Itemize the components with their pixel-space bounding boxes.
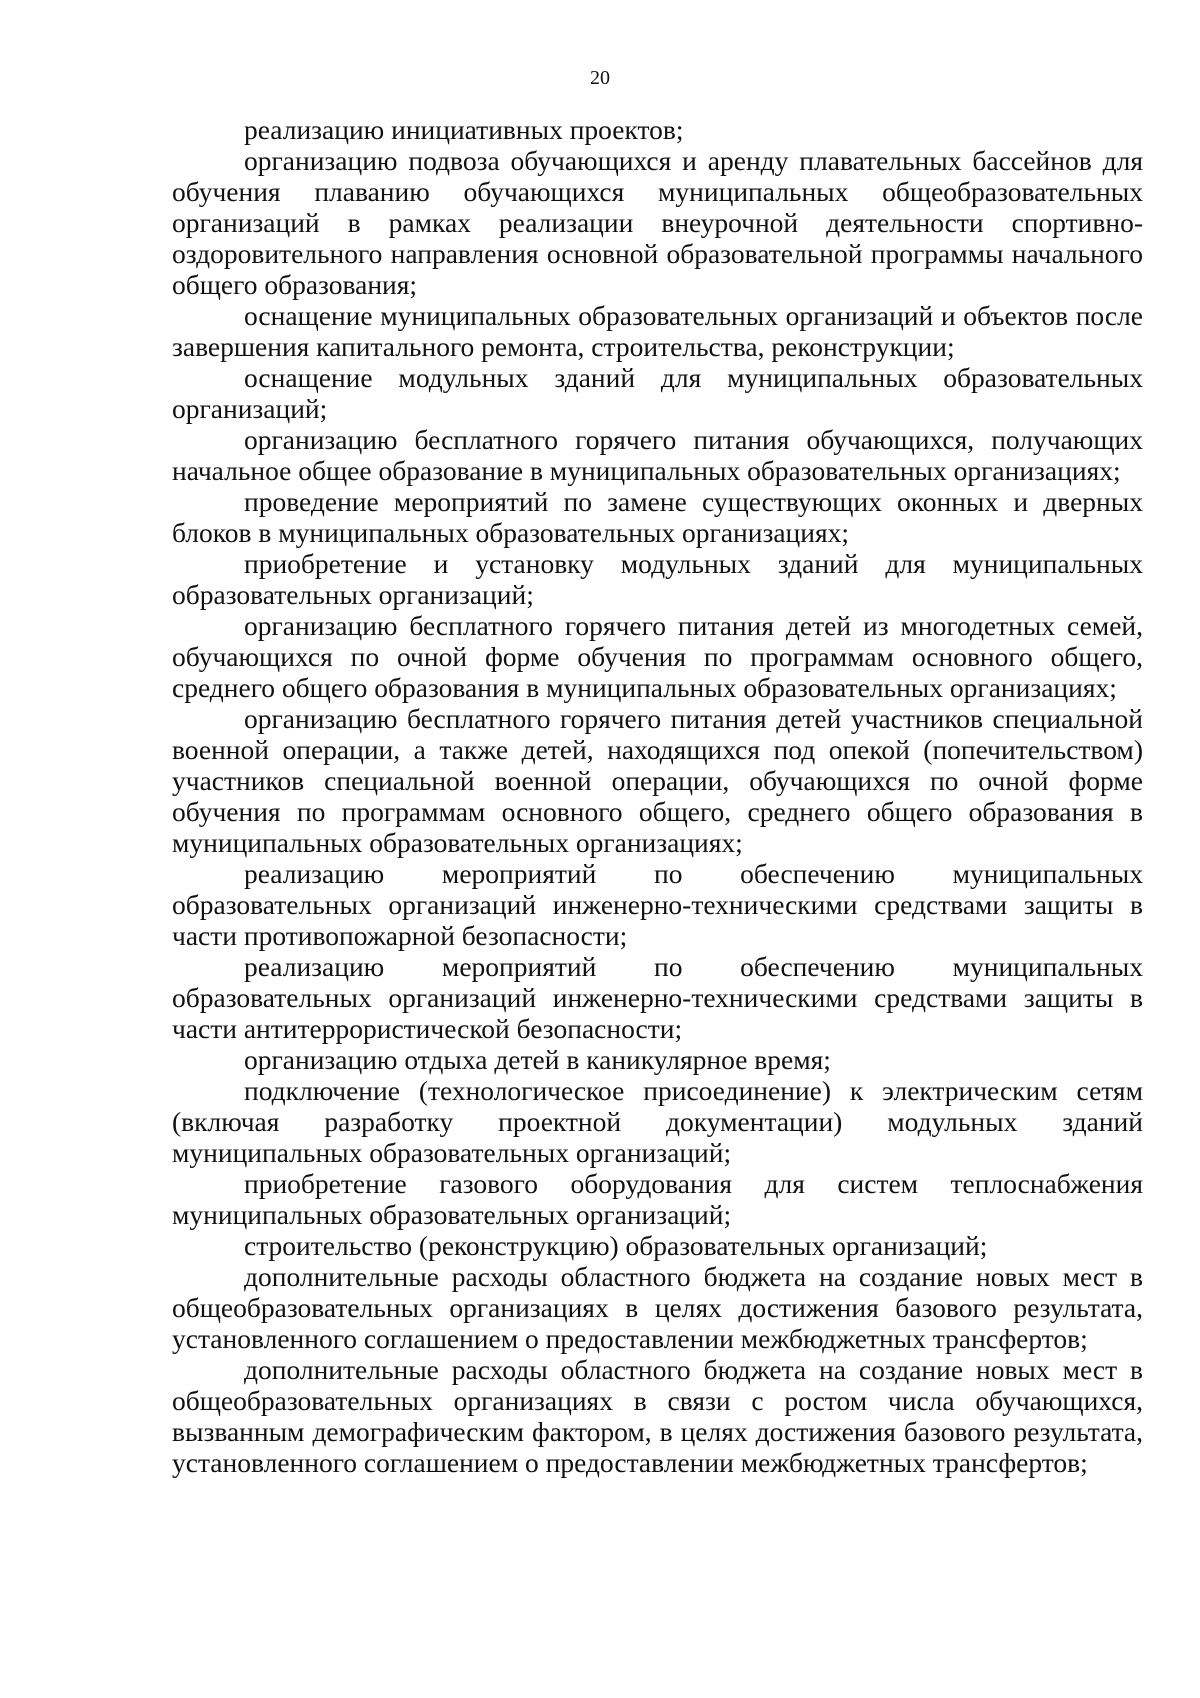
paragraph: оснащение модульных зданий для муниципальных образовательных организаций;	[172, 362, 1143, 424]
paragraph: реализацию мероприятий по обеспечению муниципальных образовательных организаций инженерно-техническими средствами защиты в части антитеррористической безопасности;	[172, 951, 1143, 1044]
paragraph: организацию отдыха детей в каникулярное время;	[244, 1044, 831, 1075]
paragraph: строительство (реконструкцию) образовательных организаций;	[244, 1230, 988, 1261]
paragraph: реализацию мероприятий по обеспечению муниципальных образовательных организаций инженерно-техническими средствами защиты в части противопожарной безопасности;	[172, 858, 1143, 951]
paragraph: организацию бесплатного горячего питания детей из многодетных семей, обучающихся по очной форме обучения по программам основного общего, среднего общего образования в муниципальных образовательных организациях;	[172, 610, 1143, 703]
paragraph: приобретение и установку модульных зданий для муниципальных образовательных организаций;	[172, 548, 1143, 610]
paragraph: оснащение муниципальных образовательных организаций и объектов после завершения капитального ремонта, строительства, реконструкции;	[172, 300, 1143, 362]
paragraph: организацию подвоза обучающихся и аренду плавательных бассейнов для обучения плаванию обучающихся муниципальных общеобразовательных организаций в рамках реализации внеурочной деятельности спортивно-оздоровительного направления основной образовательной программы начального общего образования;	[172, 145, 1143, 300]
page-number: 20	[590, 67, 610, 89]
paragraph: организацию бесплатного горячего питания обучающихся, получающих начальное общее образование в муниципальных образовательных организациях;	[172, 424, 1143, 486]
paragraph: реализацию инициативных проектов;	[244, 114, 684, 145]
paragraph: подключение (технологическое присоединение) к электрическим сетям (включая разработку проектной документации) модульных зданий муниципальных образовательных организаций;	[172, 1075, 1143, 1168]
paragraph: организацию бесплатного горячего питания детей участников специальной военной операции, а также детей, находящихся под опекой (попечительством) участников специальной военной операции, обучающихся по очной форме обучения по программам основного общего, среднего общего образования в муниципальных образовательных организациях;	[172, 703, 1143, 858]
paragraph: дополнительные расходы областного бюджета на создание новых мест в общеобразовательных организациях в связи с ростом числа обучающихся, вызванным демографическим фактором, в целях достижения базового результата, установленного соглашением о предоставлении межбюджетных трансфертов;	[172, 1354, 1143, 1478]
paragraph: проведение мероприятий по замене существующих оконных и дверных блоков в муниципальных образовательных организациях;	[172, 486, 1143, 548]
paragraph: дополнительные расходы областного бюджета на создание новых мест в общеобразовательных организациях в целях достижения базового результата, установленного соглашением о предоставлении межбюджетных трансфертов;	[172, 1261, 1143, 1354]
paragraph: приобретение газового оборудования для систем теплоснабжения муниципальных образовательных организаций;	[172, 1168, 1143, 1230]
document-body	[172, 114, 1143, 1478]
